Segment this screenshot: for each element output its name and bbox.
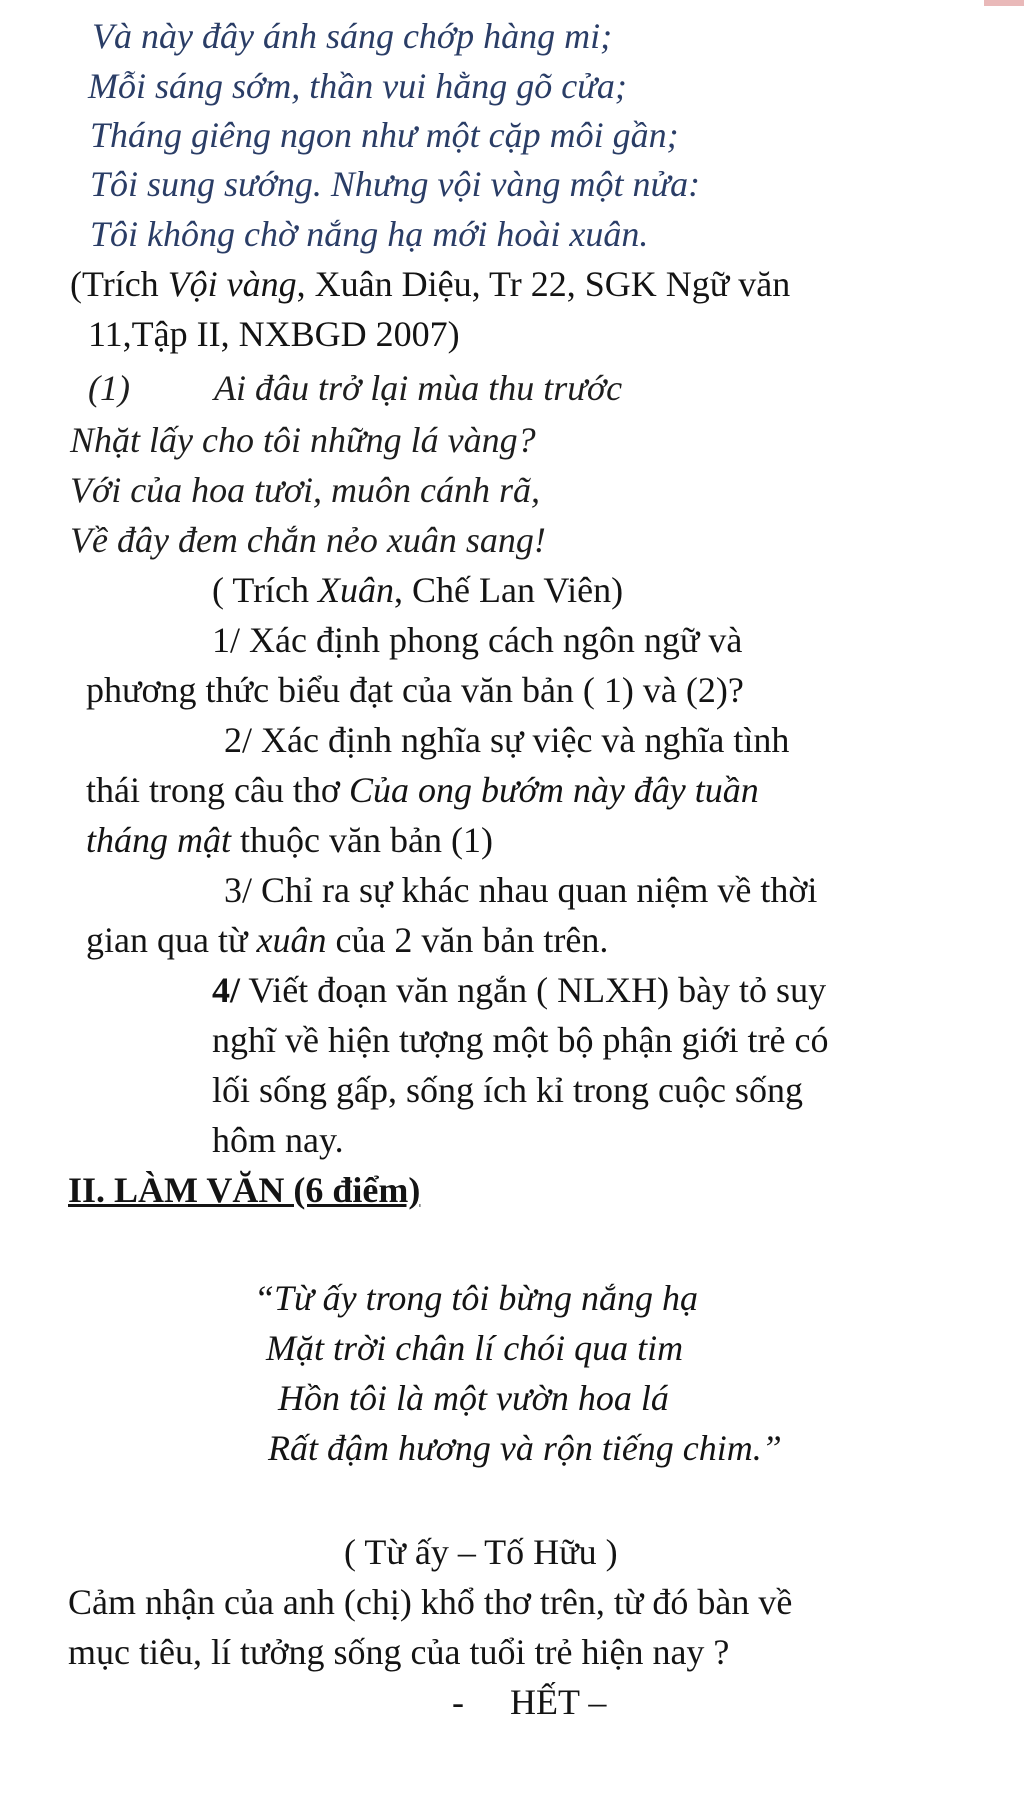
end-mark-dash: - <box>452 1682 464 1722</box>
corner-mark <box>984 0 1024 6</box>
poem2-line-3: Với của hoa tươi, muôn cánh rã, <box>70 470 541 510</box>
question3-line-2-italic: xuân <box>256 920 327 960</box>
task-line-1: Cảm nhận của anh (chị) khổ thơ trên, từ đó bàn về <box>68 1582 793 1622</box>
question2-line-3-rest: thuộc văn bản (1) <box>231 820 493 860</box>
poem2-line-2: Nhặt lấy cho tôi những lá vàng? <box>70 420 536 460</box>
poem3-line-4: Rất đậm hương và rộn tiếng chim.” <box>268 1428 782 1468</box>
section2-heading: II. LÀM VĂN (6 điểm) <box>68 1170 421 1210</box>
citation1-prefix: (Trích <box>70 264 168 304</box>
poem3-line-1: “Từ ấy trong tôi bừng nắng hạ <box>254 1278 698 1318</box>
citation1-title: Vội vàng <box>167 264 297 304</box>
question4-line-4: hôm nay. <box>212 1120 344 1160</box>
question4-number: 4/ <box>212 970 241 1010</box>
question4-line-2: nghĩ về hiện tượng một bộ phận giới trẻ có <box>212 1020 829 1060</box>
question2-line-3 <box>86 818 493 862</box>
task-line-2: mục tiêu, lí tưởng sống của tuổi trẻ hiện nay ? <box>68 1632 730 1672</box>
question4-line-1-rest: Viết đoạn văn ngắn ( NLXH) bày tỏ suy <box>240 970 827 1010</box>
question3-line-1: 3/ Chỉ ra sự khác nhau quan niệm về thời <box>224 870 818 910</box>
citation2 <box>212 568 623 612</box>
question1-line-1: 1/ Xác định phong cách ngôn ngữ và <box>212 620 743 660</box>
citation2-rest: , Chế Lan Viên) <box>394 570 624 610</box>
question2-line-1: 2/ Xác định nghĩa sự việc và nghĩa tình <box>224 720 790 760</box>
poem1-line-3: Tháng giêng ngon như một cặp môi gần; <box>90 115 679 155</box>
question2-line-2-prefix: thái trong câu thơ <box>86 770 349 810</box>
citation1-line-1 <box>70 262 790 306</box>
citation3: ( Từ ấy – Tố Hữu ) <box>344 1532 618 1572</box>
citation1-rest: , Xuân Diệu, Tr 22, SGK Ngữ văn <box>296 264 791 304</box>
end-mark-text: HẾT – <box>510 1682 607 1722</box>
poem1-line-4: Tôi sung sướng. Nhưng vội vàng một nửa: <box>90 164 701 204</box>
question3-line-2-prefix: gian qua từ <box>86 920 257 960</box>
citation1-line-2: 11,Tập II, NXBGD 2007) <box>88 314 460 354</box>
question4-line-1 <box>212 968 826 1012</box>
poem2-line-1: Ai đâu trở lại mùa thu trước <box>214 368 623 408</box>
citation2-prefix: ( Trích <box>212 570 319 610</box>
poem3-line-2: Mặt trời chân lí chói qua tim <box>266 1328 684 1368</box>
citation2-title: Xuân <box>318 570 395 610</box>
poem2-marker: (1) <box>88 368 130 408</box>
question2-line-3-italic: tháng mật <box>86 820 232 860</box>
poem2-line-4: Về đây đem chắn nẻo xuân sang! <box>70 520 546 560</box>
question3-line-2-rest: của 2 văn bản trên. <box>326 920 609 960</box>
poem3-line-3: Hồn tôi là một vườn hoa lá <box>278 1378 669 1418</box>
question2-line-2-italic: Của ong bướm này đây tuần <box>348 770 759 810</box>
question2-line-2 <box>86 768 759 812</box>
question4-line-3: lối sống gấp, sống ích kỉ trong cuộc sống <box>212 1070 803 1110</box>
question3-line-2 <box>86 918 608 962</box>
poem1-line-2: Mỗi sáng sớm, thần vui hằng gõ cửa; <box>88 66 627 106</box>
poem1-line-5: Tôi không chờ nắng hạ mới hoài xuân. <box>90 214 649 254</box>
question1-line-2: phương thức biểu đạt của văn bản ( 1) và (2)? <box>86 670 744 710</box>
poem1-line-1: Và này đây ánh sáng chớp hàng mi; <box>92 16 613 56</box>
